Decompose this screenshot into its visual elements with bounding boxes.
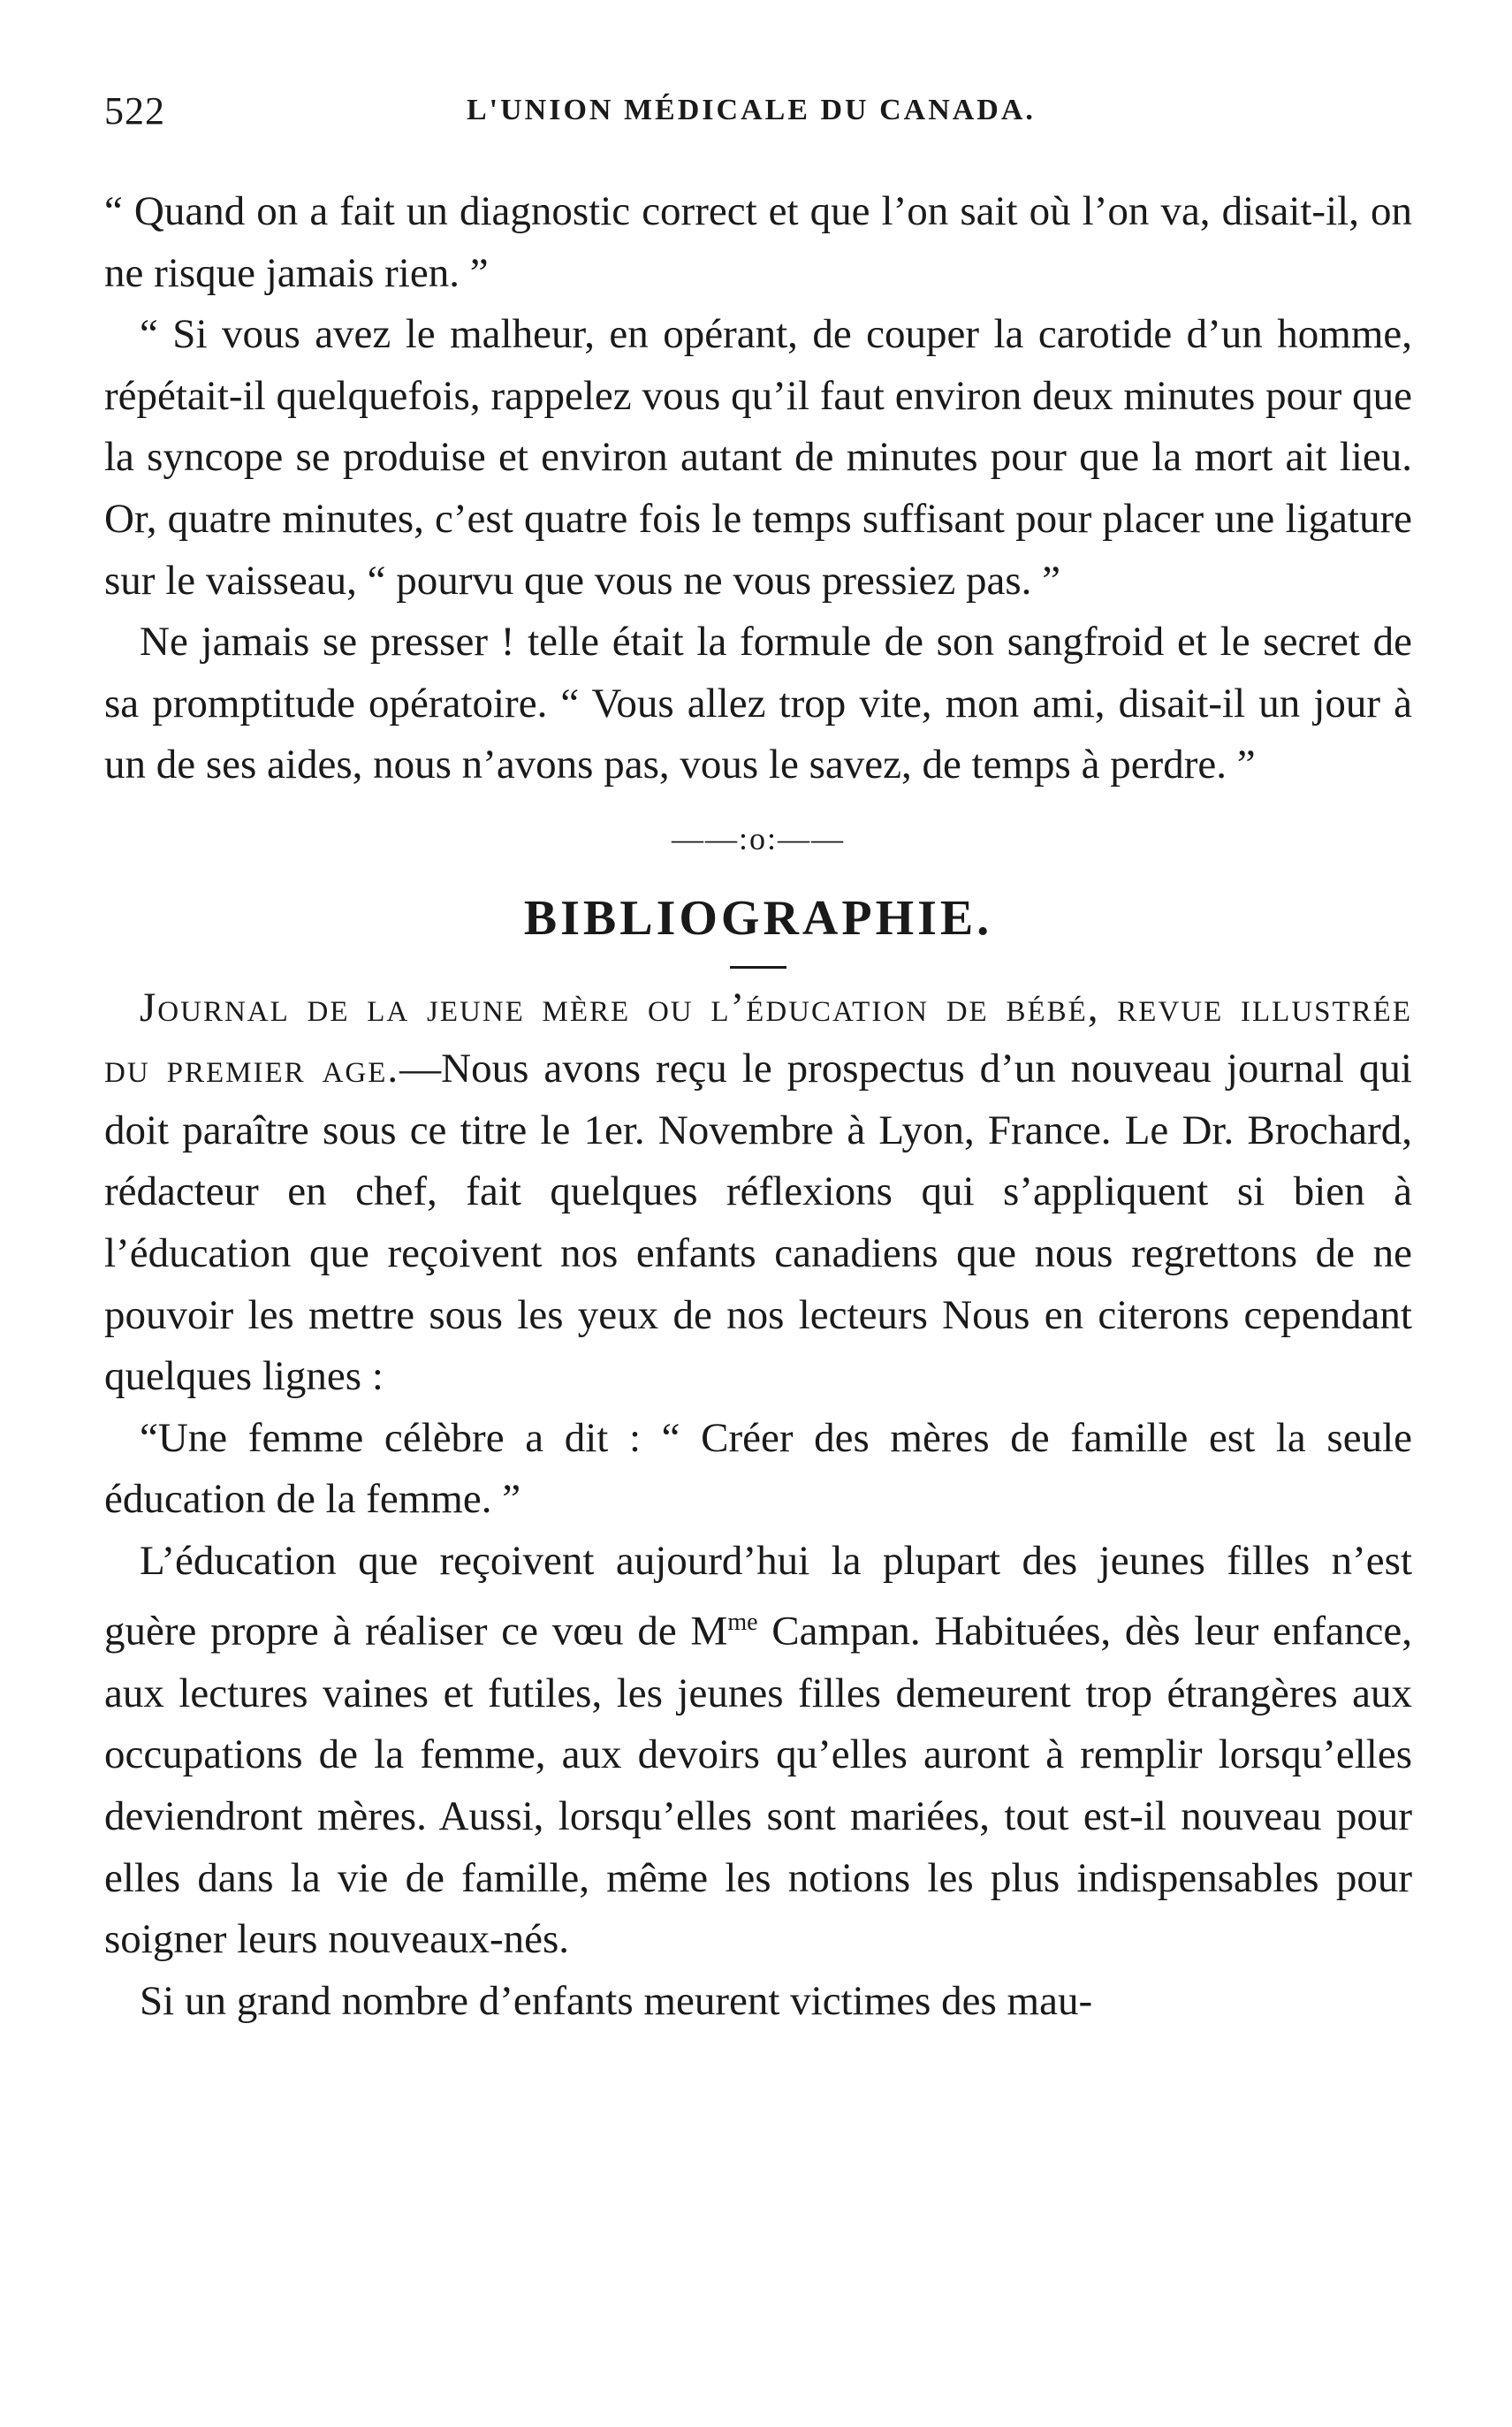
education-text-end: Campan. Habituées, dès leur enfance, aux lectures vaines et futiles, les jeunes filles demeurent trop étrangères aux occupations de la femme, aux devoirs qu’elles auront à remplir lorsqu’elles deviendront mères. Aussi, lorsqu’elles sont mariées, tout est-il nouveau pour elles dans la vie de famille, même les notions les plus indispensables pour soigner leurs nouveaux-nés. <box>104 1609 1412 1963</box>
paragraph-education <box>104 1531 1412 1971</box>
paragraph-enfants: Si un grand nombre d’enfants meurent victimes des mau- <box>140 1977 1093 2024</box>
paragraph-quote-diagnostic: “ Quand on a fait un diagnostic correct et que l’on sait où l’on va, disait-il, on ne risque jamais rien. ” <box>104 188 1412 296</box>
section-separator: ——:o:—— <box>671 820 845 856</box>
abbrev-superscript: me <box>727 1609 758 1637</box>
section-heading: BIBLIOGRAPHIE. <box>523 890 993 946</box>
education-text-start: L’éducation que reçoivent aujourd’hui la plupart des jeunes filles n’est guère propre à réaliser ce vœu de M <box>104 1537 1412 1655</box>
page-body <box>104 181 1412 2032</box>
heading-rule <box>730 966 786 969</box>
paragraph-citation: “Une femme célèbre a dit : “ Créer des mères de famille est la seule éducation de la femme. ” <box>104 1414 1412 1523</box>
paragraph-carotide: “ Si vous avez le malheur, en opérant, de couper la carotide d’un homme, répétait-il quelquefois, rappelez vous qu’il faut environ deux minutes pour que la syncope se produise et environ autant de minutes pour que la mort ait lieu. Or, quatre minutes, c’est quatre fois le temps suffisant pour placer une ligature sur le vaisseau, “ pourvu que vous ne vous pressiez pas. ” <box>104 311 1412 604</box>
paragraph-ne-jamais-se-presser: Ne jamais se presser ! telle était la formule de son sangfroid et le secret de sa promptitude opératoire. “ Vous allez trop vite, mon ami, disait-il un jour à un de ses aides, nous n’avons pas, vous le savez, de temps à perdre. ” <box>104 619 1412 788</box>
page-number: 522 <box>104 89 165 133</box>
journal-announcement-text: —Nous avons reçu le prospectus d’un nouveau journal qui doit paraître sous ce titre le 1er. Novembre à Lyon, France. Le Dr. Brochard, rédacteur en chef, fait quelques réflexions qui s’appliquent si bien à l’éducation que reçoivent nos enfants canadiens que nous regrettons de ne pouvoir les mettre sous les yeux de nos lecteurs Nous en citerons cependant quelques lignes : <box>104 1046 1412 1400</box>
running-title: L'UNION MÉDICALE DU CANADA. <box>467 94 1036 126</box>
page-header <box>104 88 1412 141</box>
journal-title: Journal de la jeune mère ou l’éducation de bébé, revue illustrée du premier age. <box>104 984 1412 1092</box>
paragraph-journal-announcement <box>104 978 1412 1408</box>
